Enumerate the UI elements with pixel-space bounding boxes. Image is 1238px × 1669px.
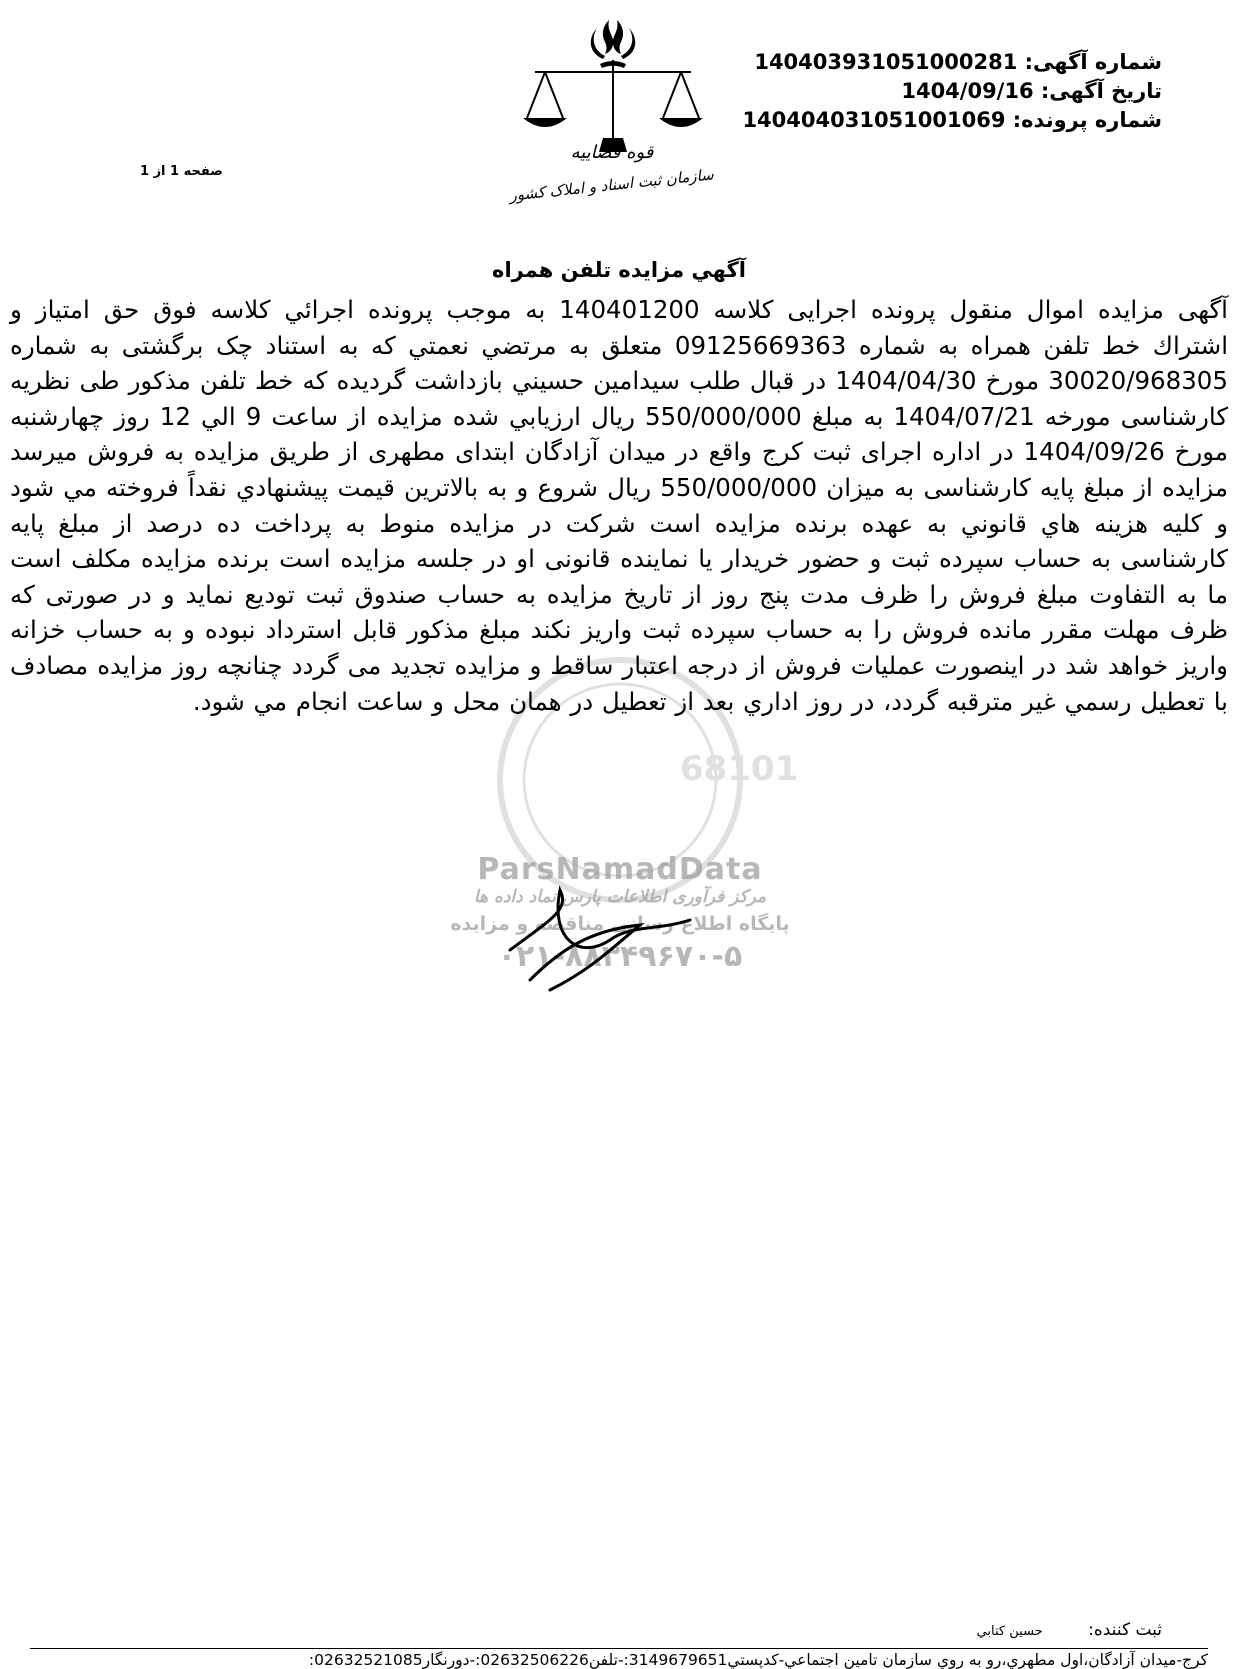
footer-divider [30, 1648, 1208, 1649]
page-title: آگهي مزايده تلفن همراه [492, 258, 746, 282]
notice-date-label: تاریخ آگهی: [1040, 79, 1162, 103]
notice-number-label: شماره آگهی: [1024, 50, 1162, 74]
registrar [977, 1620, 1162, 1640]
registrar-name: حسين كتابي [976, 1624, 1043, 1639]
notice-paragraph: آگهی مزایده اموال منقول پرونده اجرایی کلاسه 140401200 به موجب پرونده اجرائي کلاسه فوق حق امتياز و اشتراك خط تلفن همراه به شماره 09125669363 متعلق به مرتضي نعمتي که به استناد چک برگشتی به شماره 30020/968305 مورخ 1404/04/30 در قبال طلب سیدامین حسيني بازداشت گرديده که خط تلفن مذکور طی نظریه کارشناسی مورخه 1404/07/21 به مبلغ 550/000/000 ريال ارزيابي شده مزايده از ساعت 9 الي 12 روز چهارشنبه مورخ 1404/09/26 در اداره اجرای ثبت کرج واقع در میدان آزادگان ابتدای مطهری از طریق مزایده به فروش میرسد مزایده از مبلغ پایه کارشناسی به میزان 550/000/000 ریال شروع و به بالاترين قیمت پیشنهادي نقداً فروخته مي شود و کليه هزينه هاي قانوني به عهده برنده مزايده است شرکت در مزایده منوط به پرداخت ده درصد از مبلغ پایه کارشناسی به حساب سپرده ثبت و حضور خریدار یا نماینده قانونی او در جلسه مزایده است برنده مزایده مکلف است ما به التفاوت مبلغ فروش را ظرف مدت پنج روز از تاریخ مزایده به حساب صندوق ثبت تودیع نماید و در صورتی که ظرف مهلت مقرر مانده فروش را به حساب سپرده ثبت واریز نکند مبلغ مذکور قابل استرداد نبوده و به حساب خزانه واریز خواهد شد در اینصورت عملیات فروش از درجه اعتبار ساقط و مزایده تجدید می گردد چنانچه روز مزایده مصادف با تعطيل رسمي غير مترقبه گردد، در روز اداري بعد از تعطيل در همان محل و ساعت انجام مي شود. [10, 295, 1229, 716]
notice-date-row [742, 77, 1162, 106]
signature-icon [490, 880, 710, 1000]
watermark-line2: پایگاه اطلاع رسانی مناقصه و مزایده [450, 913, 790, 935]
watermark-phone: ۰۲۱-۸۸۳۴۹۶۷۰-۵ [497, 939, 743, 974]
file-number: 140404031051001069 [742, 108, 1006, 132]
page-info: صفحه 1 از 1 [140, 164, 223, 179]
notice-date: 1404/09/16 [901, 79, 1034, 103]
svg-text:قوه قضاییه: قوه قضاییه [570, 142, 654, 163]
notice-meta [742, 48, 1162, 135]
watermark-line1: مرکز فرآوری اطلاعات پارس نماد داده ها [473, 887, 767, 907]
file-number-label: شماره پرونده: [1012, 108, 1162, 132]
svg-text:سازمان ثبت اسناد و املاک کشور: سازمان ثبت اسناد و املاک کشور [508, 165, 715, 205]
watermark-brand-name: ParsNamadData [477, 852, 763, 887]
file-number-row [742, 106, 1162, 135]
svg-text:68101: 68101 [680, 749, 799, 789]
judiciary-emblem [505, 8, 720, 213]
registrar-label: ثبت کننده: [1088, 1620, 1162, 1640]
notice-number: 140403931051000281 [754, 50, 1018, 74]
notice-number-row [742, 48, 1162, 77]
notice-body [10, 292, 1228, 719]
footer-address: کرج-میدان آزادگان،اول مطهري،رو به روي سازمان تامين اجتماعي-کدپستي3149679651:-تلفن02632506226:-دورنگار02632521085: [308, 1651, 1208, 1669]
